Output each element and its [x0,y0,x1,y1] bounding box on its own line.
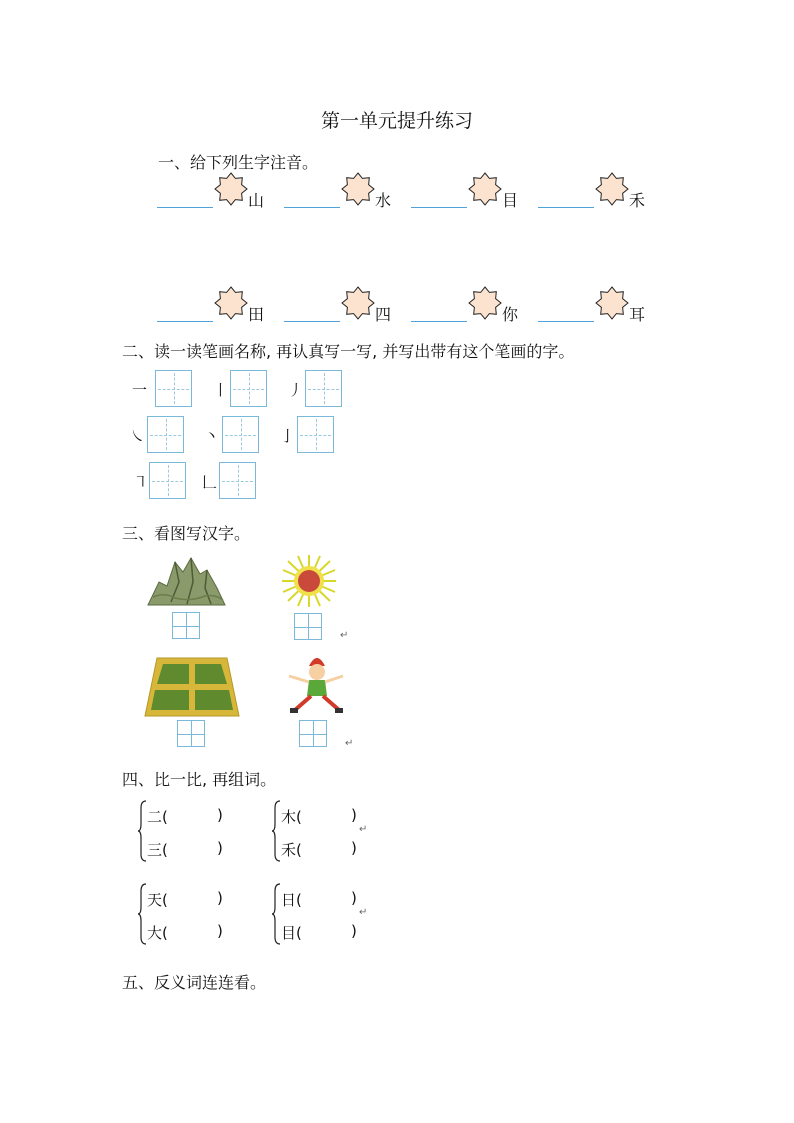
word-prompt: 目( [281,924,302,942]
pinyin-blank[interactable] [538,207,594,208]
tian-grid[interactable] [219,462,256,499]
return-mark: ↵ [359,824,368,835]
mountain-picture [145,552,227,608]
word-prompt: 日( [281,891,302,909]
character-label: 禾 [629,191,646,210]
brace-icon [137,883,147,945]
word-prompt: 三( [147,841,168,859]
stroke-symbol: 一 [132,381,148,399]
word-prompt: 天( [147,891,168,909]
character-label: 田 [248,305,265,324]
character-label: 四 [375,305,392,324]
pinyin-blank[interactable] [411,207,467,208]
character-label: 耳 [629,305,646,324]
star-icon [468,172,502,206]
stroke-symbol: 丿 [288,381,304,399]
section-3-heading: 三、看图写汉字。 [122,524,251,543]
word-prompt: 二( [147,808,168,826]
word-answer-field[interactable] [305,938,349,940]
return-mark: ↵ [345,738,354,749]
pinyin-blank[interactable] [284,207,340,208]
star-icon [595,172,629,206]
return-mark: ↵ [359,907,368,918]
star-icon [214,172,248,206]
brace-icon [271,800,281,862]
stroke-symbol: ㇏ [130,427,146,445]
word-answer-field[interactable] [305,822,349,824]
closing-paren: ) [217,889,223,907]
word-prompt: 木( [281,808,302,826]
tian-grid[interactable] [149,462,186,499]
pinyin-blank[interactable] [284,321,340,322]
word-prompt: 禾( [281,841,302,859]
page-title: 第一单元提升练习 [320,110,473,132]
star-icon [595,286,629,320]
pinyin-blank[interactable] [411,321,467,322]
word-answer-field[interactable] [171,938,215,940]
pinyin-blank[interactable] [157,321,213,322]
person-picture [285,652,347,716]
answer-grid-mountain[interactable] [172,612,200,639]
word-answer-field[interactable] [305,855,349,857]
character-label: 目 [502,191,519,210]
stroke-symbol: ㇕ [133,473,149,491]
stroke-symbol: 丶 [204,427,220,445]
brace-icon [271,883,281,945]
section-5-heading: 五、反义词连连看。 [122,973,267,992]
closing-paren: ) [217,839,223,857]
tian-grid[interactable] [230,370,267,407]
answer-grid-sun[interactable] [294,613,322,640]
field-picture [143,656,241,718]
star-icon [341,286,375,320]
word-answer-field[interactable] [171,855,215,857]
tian-grid[interactable] [305,370,342,407]
word-answer-field[interactable] [171,905,215,907]
closing-paren: ) [217,806,223,824]
word-answer-field[interactable] [305,905,349,907]
return-mark: ↵ [340,630,349,641]
character-label: 水 [375,191,392,210]
pinyin-blank[interactable] [157,207,213,208]
tian-grid[interactable] [222,416,259,453]
sun-picture [278,553,340,609]
answer-grid-person[interactable] [299,720,327,747]
stroke-symbol: 丨 [213,381,229,399]
section-2-heading: 二、读一读笔画名称, 再认真写一写, 并写出带有这个笔画的字。 [122,342,575,361]
section-1-heading: 一、给下列生字注音。 [158,153,319,172]
word-prompt: 大( [147,924,168,942]
stroke-symbol: 𠃊 [202,473,218,491]
tian-grid[interactable] [155,370,192,407]
star-icon [214,286,248,320]
section-4-heading: 四、比一比, 再组词。 [122,770,277,789]
closing-paren: ) [351,806,357,824]
star-icon [341,172,375,206]
closing-paren: ) [351,922,357,940]
tian-grid[interactable] [297,416,334,453]
brace-icon [137,800,147,862]
star-icon [468,286,502,320]
character-label: 你 [502,305,519,324]
word-answer-field[interactable] [171,822,215,824]
character-label: 山 [248,191,265,210]
closing-paren: ) [217,922,223,940]
closing-paren: ) [351,889,357,907]
pinyin-blank[interactable] [538,321,594,322]
answer-grid-field[interactable] [177,720,205,747]
stroke-symbol: 亅 [280,427,296,445]
tian-grid[interactable] [147,416,184,453]
closing-paren: ) [351,839,357,857]
